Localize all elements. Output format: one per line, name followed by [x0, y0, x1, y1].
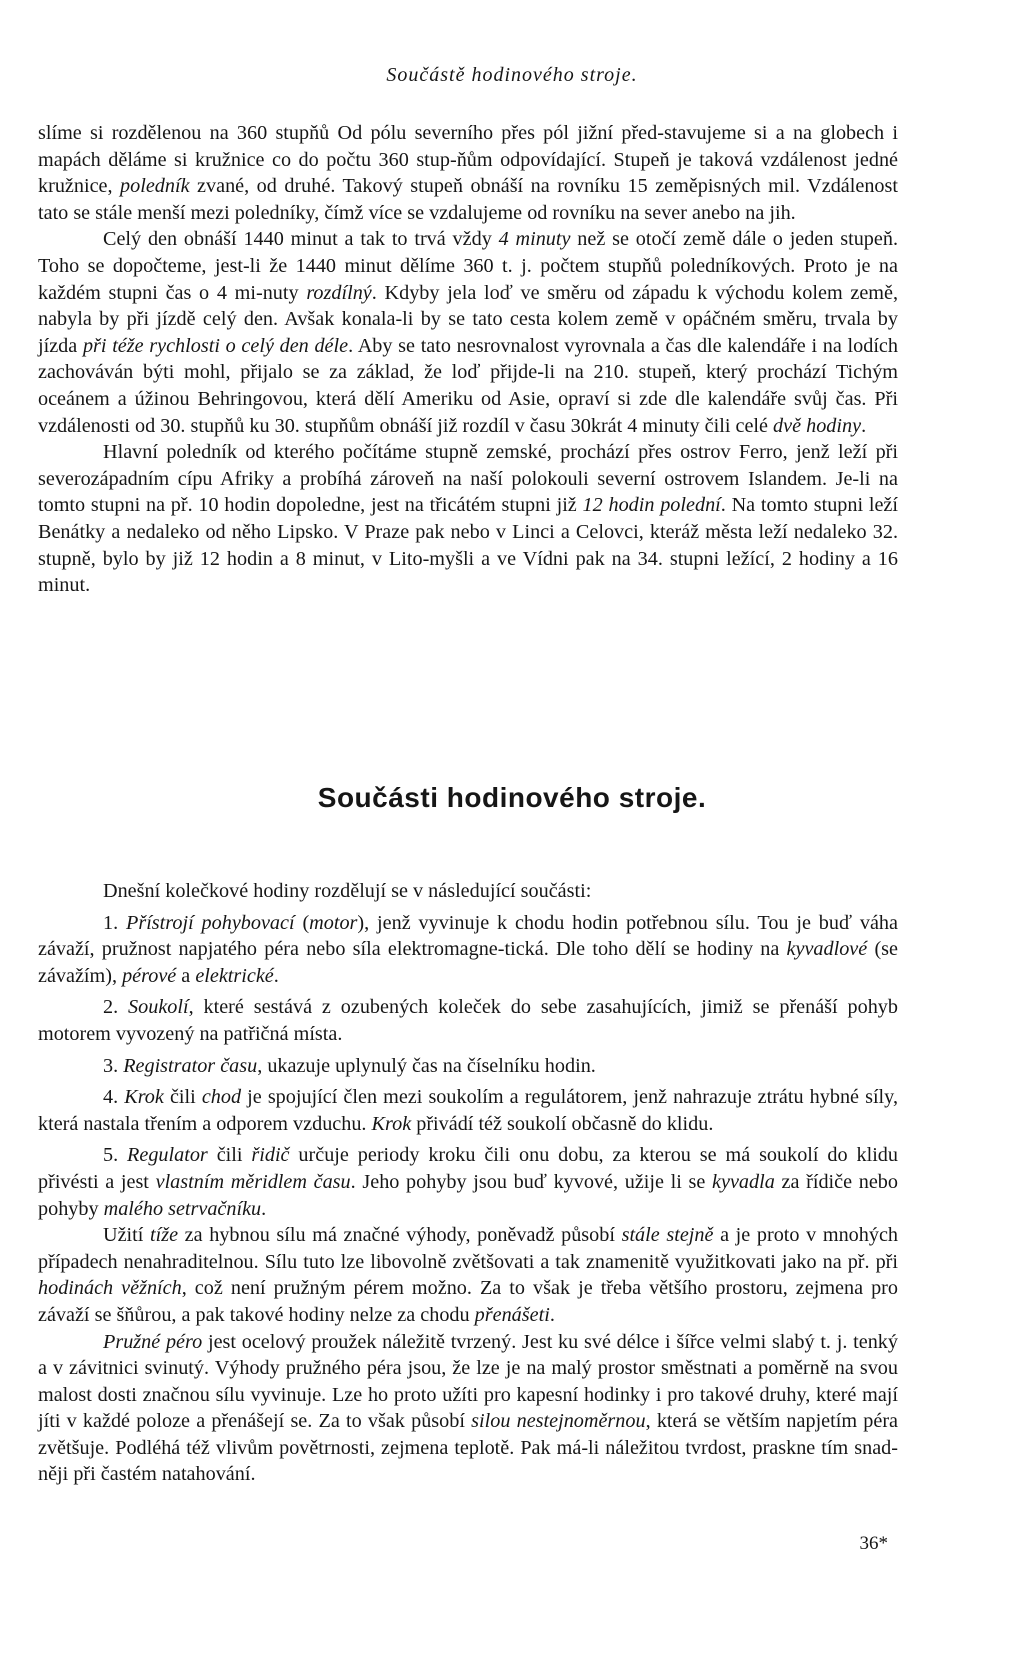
emphasis: řidič: [251, 1144, 290, 1167]
list-item: [38, 994, 898, 1047]
list-item: [38, 1142, 898, 1222]
text-run: .: [549, 1303, 555, 1326]
text-run: za řídiče nebo pohyby: [38, 1170, 898, 1220]
text-run: 1.: [103, 911, 126, 934]
text-run: 3.: [103, 1054, 124, 1077]
text-run: . Aby se tato nesrovnalost vyrovnala a čas dle kalendáře i na lodích zachováván býti mohl, přijalo se za základ, že loď přijde-li na 210. stupeň, který prochází Tichým oceánem a úžinou Behringovou, která dělí Ameriku od Asie, opraví si zde dle kalendáře svůj čas. Při vzdálenosti od 30. stupňů ku 30. stupňům obnáší již rozdíl v času 30krát 4 minuty čili celé: [38, 334, 898, 437]
text-run: (se závažím),: [38, 938, 898, 987]
emphasis: Registrator času: [123, 1054, 258, 1077]
text-run: .: [261, 1197, 267, 1220]
section-text: [38, 878, 898, 1488]
text-run: 5.: [103, 1144, 128, 1167]
paragraph: [38, 1329, 898, 1489]
paragraph: [38, 1222, 898, 1328]
text-run: Celý den obnáší 1440 minut a tak to trvá vždy: [103, 228, 499, 251]
text-run: . Kdyby jela loď ve směru od západu k východu kolem země, nabyla by při jízdě celý den. Avšak konala-li by se tato cesta kolem země v opáčném směru, trvala by jízda: [38, 281, 898, 357]
text-run: slíme si rozdělenou na 360 stupňů Od pólu severního přes pól jižní před-stavujeme si a na globech i mapách děláme si kružnice co do počtu 360 stup-ňům odpovídající. Stupeň je taková vzdálenost jedné kružnice,: [38, 122, 898, 198]
text-run: jest ocelový proužek náležitě tvrzený. Jest ku své délce i šířce velmi slabý t. j. tenký a v závitnici svinutý. Výhody pružného péra jsou, že lze je na malý prostor směstnati a poměrně na svou malost dosti značnou sílu vyvinuje. Lze ho proto užíti pro kapesní hodinky i pro takové druhy, které mají jíti v každé poloze a přenášejí se. Za to však působí: [38, 1330, 898, 1433]
emphasis: Regulator: [127, 1144, 208, 1167]
intro-text: [38, 120, 898, 599]
text-run: ), jenž vyvinuje k chodu hodin potřebnou sílu. Tou je buď váha závaží, pružnost napjatého péra nebo síla elektromagne-tická. Dle toho dělí se hodiny na: [38, 911, 898, 961]
emphasis: dvě hodiny: [773, 414, 862, 437]
emphasis: elektrické: [195, 964, 274, 987]
emphasis: kyvadla: [712, 1170, 775, 1193]
list-item: [38, 1084, 898, 1137]
text-run: , ukazuje uplynulý čas na číselníku hodin.: [257, 1054, 596, 1077]
emphasis: rozdílný: [306, 281, 372, 304]
paragraph: [38, 120, 898, 226]
list-item: [38, 1053, 898, 1080]
text-run: Užití: [103, 1224, 150, 1247]
emphasis: pérové: [122, 964, 177, 987]
text-run: . Jeho pohyby jsou buď kyvové, užije li se: [350, 1170, 713, 1193]
emphasis: při téže rychlosti o celý den déle: [82, 334, 349, 357]
emphasis: přenášeti: [474, 1303, 550, 1326]
emphasis: silou nestejnoměrnou: [471, 1410, 646, 1433]
text-run: .: [861, 414, 867, 437]
section-heading: Součásti hodinového stroje.: [317, 782, 707, 813]
emphasis: chod: [201, 1086, 242, 1109]
text-run: je spojující člen mezi soukolím a regulátorem, jenž nahrazuje ztrátu hybné síly, která nastala třením a odporem vzduchu.: [38, 1086, 898, 1135]
paragraph: [38, 439, 898, 599]
emphasis: poledník: [120, 175, 190, 198]
page-number: 36*: [859, 1533, 888, 1554]
text-run: 2.: [103, 996, 129, 1019]
emphasis: motor: [309, 911, 358, 934]
text-run: než se otočí země dále o jeden stupeň. Toho se dopočteme, jest-li že 1440 minut dělíme 360 t. j. počtem stupňů poledníkových. Proto je na každém stupni čas o 4 mi-nuty: [38, 228, 898, 304]
text-run: , což není pružným pérem možno. Za to však je třeba většího prostoru, zejmena pro závaží se šňůrou, a pak takové hodiny nelze za chodu: [38, 1277, 898, 1326]
emphasis: 4 minuty: [498, 228, 571, 251]
emphasis: Pružné péro: [103, 1330, 203, 1353]
lead-paragraph: Dnešní kolečkové hodiny rozdělují se v následující součásti:: [103, 880, 592, 902]
text-run: a je proto v mnohých případech nenahraditelnou. Sílu tuto lze libovolně zvětšovati a tak znamenitě využitkovati jako na př. při: [38, 1224, 898, 1273]
text-run: zvané, od druhé. Takový stupeň obnáší na rovníku 15 zeměpisných mil. Vzdálenost tato se stále menší mezi poledníky, čímž více se vzdalujeme od rovníku na sever anebo na jih.: [38, 175, 898, 224]
text-run: čili: [207, 1144, 252, 1167]
emphasis: Přístrojí pohybovací: [126, 911, 295, 934]
text-run: , která se větším napjetím péra zvětšuje. Podléhá též vlivům povětrnosti, zejmena teplotě. Pak má-li náležitou tvrdost, praskne tím snad-něji při častém natahování.: [38, 1410, 898, 1486]
text-run: přivádí též soukolí občasně do klidu.: [411, 1112, 714, 1135]
running-head: Součástě hodinového stroje.: [386, 64, 638, 86]
text-run: určuje periody kroku čili onu dobu, za kterou se má soukolí do klidu přivésti a jest: [38, 1144, 898, 1193]
emphasis: malého setrvačníku: [103, 1197, 262, 1220]
emphasis: vlastním měridlem času: [155, 1170, 351, 1193]
text-run: Hlavní poledník od kterého počítáme stupně zemské, prochází přes ostrov Ferro, jenž leží při severozápadním cípu Afriky a probíhá zároveň na naší polokouli severní ostrovem Islandem. Je-li na tomto stupni na př. 10 hodin dopoledne, jest na třicátém stupni již: [38, 441, 898, 517]
text-run: 4.: [103, 1086, 125, 1109]
text-run: , které sestává z ozubených koleček do sebe zasahujících, jimiž se přenáší pohyb motorem vyvozený na patřičná místa.: [38, 996, 898, 1045]
text-run: .: [273, 964, 279, 987]
list-item: [38, 910, 898, 990]
emphasis: Krok: [124, 1086, 164, 1109]
emphasis: 12 hodin polední: [582, 494, 721, 517]
text-run: a: [176, 964, 196, 987]
emphasis: kyvadlové: [786, 938, 868, 961]
emphasis: tíže: [150, 1224, 179, 1247]
text-run: za hybnou sílu má značné výhody, poněvadž působí: [178, 1224, 622, 1247]
text-run: . Na tomto stupni leží Benátky a nedaleko od něho Lipsko. V Praze pak nebo v Linci a Celovci, kteráž města leží nedaleko 32. stupně, bylo by již 12 hodin a 8 minut, v Lito-myšli a ve Vídni pak na 34. stupni ležící, 2 hodiny a 16 minut.: [38, 494, 898, 597]
emphasis: Krok: [371, 1112, 412, 1135]
emphasis: Soukolí: [128, 996, 189, 1019]
text-run: (: [294, 911, 310, 934]
paragraph: [38, 226, 898, 439]
emphasis: hodinách věžních: [38, 1277, 182, 1300]
text-run: čili: [163, 1086, 202, 1109]
emphasis: stále stejně: [621, 1224, 714, 1247]
